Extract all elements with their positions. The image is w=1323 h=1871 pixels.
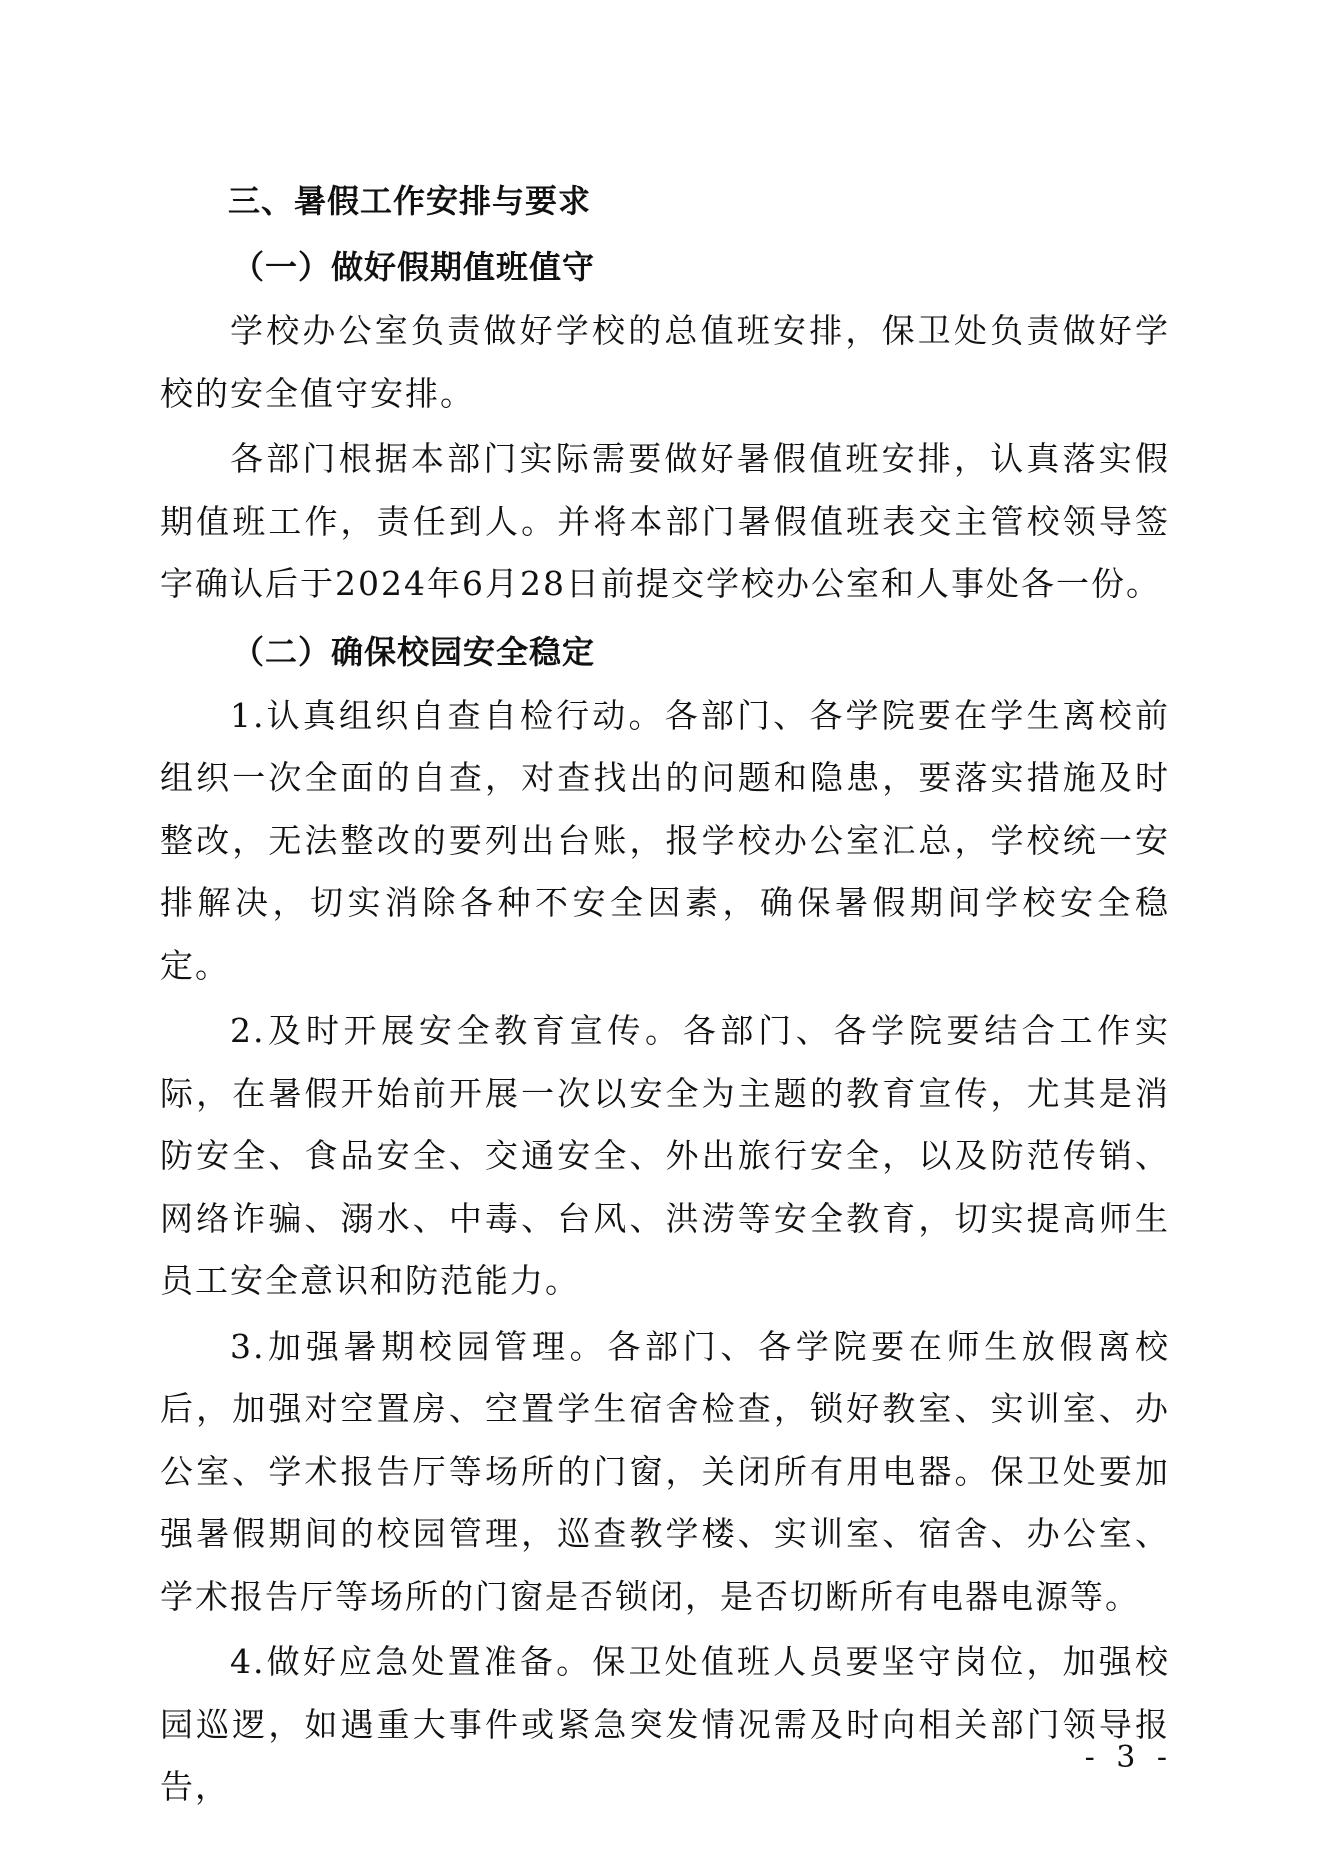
page-number: - 3 - bbox=[1084, 1740, 1173, 1775]
paragraph: 4.做好应急处置准备。保卫处值班人员要坚守岗位，加强校园巡逻，如遇重大事件或紧急突发情况需及时向相关部门领导报告， bbox=[160, 1642, 1170, 1806]
paragraph: 3.加强暑期校园管理。各部门、各学院要在师生放假离校后，加强对空置房、空置学生宿舍检查，锁好教室、实训室、办公室、学术报告厅等场所的门窗，关闭所有用电器。保卫处要加强暑假期间的校园管理，巡查教学楼、实训室、宿舍、办公室、学术报告厅等场所的门窗是否锁闭，是否切断所有电器电源等。 bbox=[160, 1326, 1170, 1616]
paragraph: 1.认真组织自查自检行动。各部门、各学院要在学生离校前组织一次全面的自查，对查找出的问题和隐患，要落实措施及时整改，无法整改的要列出台账，报学校办公室汇总，学校统一安排解决，切实消除各种不安全因素，确保暑假期间学校安全稳定。 bbox=[160, 695, 1170, 985]
paragraph: 各部门根据本部门实际需要做好暑假值班安排，认真落实假期值班工作，责任到人。并将本部门暑假值班表交主管校领导签字确认后于2024年6月28日前提交学校办公室和人事处各一份。 bbox=[160, 439, 1170, 603]
subsection-safety bbox=[160, 619, 1170, 1819]
paragraph: 2.及时开展安全教育宣传。各部门、各学院要结合工作实际，在暑假开始前开展一次以安全为主题的教育宣传，尤其是消防安全、食品安全、交通安全、外出旅行安全，以及防范传销、网络诈骗、溺水、中毒、台风、洪涝等安全教育，切实提高师生员工安全意识和防范能力。 bbox=[160, 1011, 1170, 1300]
paragraph: 学校办公室负责做好学校的总值班安排，保卫处负责做好学校的安全值守安排。 bbox=[160, 311, 1170, 413]
subsection-title: （一）做好假期值班值守 bbox=[232, 248, 596, 286]
subsection-title: （二）确保校园安全稳定 bbox=[232, 632, 596, 671]
subsection-duty bbox=[160, 234, 1170, 616]
section-heading: 三、暑假工作安排与要求 bbox=[228, 182, 592, 220]
document-body bbox=[160, 168, 1170, 1822]
